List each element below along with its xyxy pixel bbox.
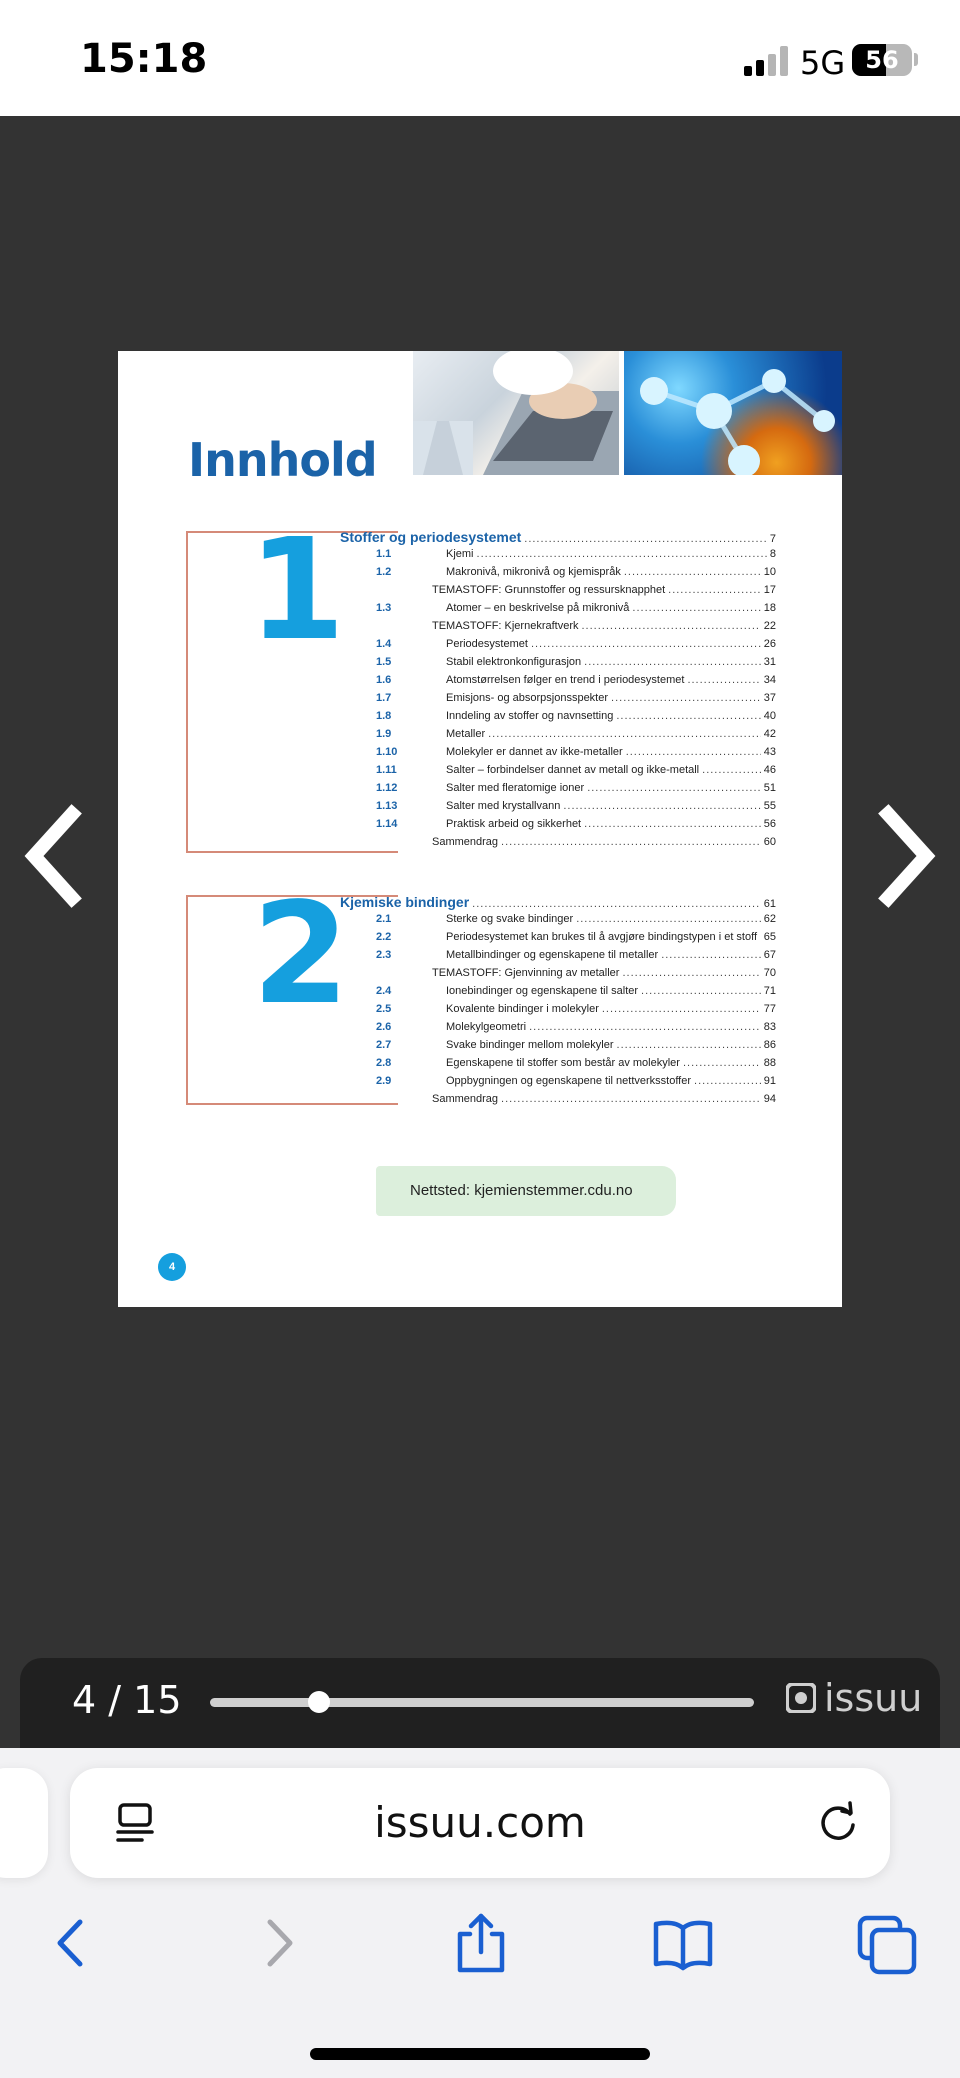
toc-entry-label: Molekyler er dannet av ikke-metaller [446, 746, 623, 758]
toc-chapter-heading[interactable] [340, 529, 776, 547]
toc-entry[interactable] [340, 967, 776, 985]
toc-entry-label: Oppbygningen og egenskapene til nettverksstoffer [446, 1075, 692, 1087]
toc-leader-dots [668, 584, 761, 596]
toc-page-number: 61 [763, 898, 776, 910]
toc-page-number: 43 [763, 746, 776, 758]
toc-entry-number: 1.3 [376, 602, 392, 614]
back-button[interactable] [36, 1908, 106, 1978]
battery-icon [852, 44, 912, 76]
toc-entry[interactable] [340, 1093, 776, 1111]
toc-leader-dots [584, 656, 761, 668]
share-page-button[interactable] [446, 1908, 516, 1978]
toc-leader-dots [616, 710, 760, 722]
toc-entry[interactable] [340, 1039, 776, 1057]
chapter-number: 1 [248, 509, 346, 672]
forward-button[interactable] [244, 1908, 314, 1978]
toc-entry[interactable] [340, 985, 776, 1003]
battery-level: 56 [865, 46, 899, 74]
toc-page-number: 8 [769, 548, 776, 560]
toc-page-number: 40 [763, 710, 776, 722]
toc-leader-dots [582, 620, 761, 632]
toc-leader-dots [472, 898, 761, 910]
toc-entry[interactable] [340, 638, 776, 656]
toc-entry[interactable] [340, 931, 776, 949]
toc-page-number: 18 [763, 602, 776, 614]
toc-chapter-title: Kjemiske bindinger [340, 894, 470, 910]
reload-button[interactable] [810, 1795, 866, 1851]
toc-entry-label: Salter – forbindelser dannet av metall og ikke-metall [446, 764, 700, 776]
toc-page-number: 86 [763, 1039, 776, 1051]
toc-entry-label: TEMASTOFF: Grunnstoffer og ressursknapphet [432, 584, 666, 596]
page-number-badge: 4 [158, 1253, 186, 1281]
toc-entry[interactable] [340, 949, 776, 967]
issuu-icon [786, 1683, 816, 1713]
toc-entry-label: Inndeling av stoffer og navnsetting [446, 710, 614, 722]
toc-page-number: 65 [763, 931, 776, 943]
toc-page-number: 91 [763, 1075, 776, 1087]
previous-page-button[interactable] [20, 796, 90, 916]
toc-page-number: 51 [763, 782, 776, 794]
toc-entry[interactable] [340, 584, 776, 602]
toc-entry[interactable] [340, 710, 776, 728]
toc-entry-label: Salter med krystallvann [446, 800, 561, 812]
toc-entry[interactable] [340, 836, 776, 854]
toc-leader-dots [622, 967, 760, 979]
toc-leader-dots [661, 949, 761, 961]
toc-entry-label: TEMASTOFF: Gjenvinning av metaller [432, 967, 620, 979]
toc-entry-label: Egenskapene til stoffer som består av molekyler [446, 1057, 680, 1069]
toc-leader-dots [587, 782, 761, 794]
toc-entry-label: Metaller [446, 728, 486, 740]
toc-entry[interactable] [340, 548, 776, 566]
toc-leader-dots [501, 1093, 761, 1105]
toc-leader-dots [584, 818, 761, 830]
toc-entry-label: Praktisk arbeid og sikkerhet [446, 818, 582, 830]
toc-page-number: 56 [763, 818, 776, 830]
toc-page-number: 83 [763, 1021, 776, 1033]
toc-entry[interactable] [340, 1003, 776, 1021]
toc-entry[interactable] [340, 566, 776, 584]
toc-entry-label: Periodesystemet [446, 638, 528, 650]
toc-entry-label: Sammendrag [432, 1093, 499, 1105]
issuu-wordmark: issuu [824, 1676, 923, 1720]
bookmarks-icon [648, 1908, 718, 1978]
toc-page-number: 60 [763, 836, 776, 848]
toc-leader-dots [694, 1075, 761, 1087]
toc-page-number: 94 [763, 1093, 776, 1105]
chevron-right-icon [870, 796, 940, 916]
toc-page-number: 42 [763, 728, 776, 740]
toc-entry[interactable] [340, 1057, 776, 1075]
toc-entry-label: Atomstørrelsen følger en trend i periodesystemet [446, 674, 685, 686]
address-bar[interactable] [70, 1768, 890, 1878]
toc-entry[interactable] [340, 913, 776, 931]
toc-leader-dots [611, 692, 761, 704]
toc-entry-number: 1.1 [376, 548, 392, 560]
reader-mode-icon [108, 1795, 164, 1851]
toc-entry-number: 2.6 [376, 1021, 392, 1033]
toc-leader-dots [641, 985, 761, 997]
toc-entry-label: Kjemi [446, 548, 474, 560]
next-page-button[interactable] [870, 796, 940, 916]
bookmarks-button[interactable] [648, 1908, 718, 1978]
toc-entry[interactable] [340, 1021, 776, 1039]
toc-entry-number: 2.2 [376, 931, 392, 943]
toc-page-number: 34 [763, 674, 776, 686]
toc-entry-label: Stabil elektronkonfigurasjon [446, 656, 582, 668]
page-slider-track[interactable] [210, 1698, 754, 1707]
toc-page-number: 55 [763, 800, 776, 812]
toc-entry-number: 1.12 [376, 782, 398, 794]
toc-entry-number: 2.8 [376, 1057, 392, 1069]
toc-page-number: 17 [763, 584, 776, 596]
toc-leader-dots [602, 1003, 761, 1015]
toc-leader-dots [488, 728, 761, 740]
toc-page-number: 31 [763, 656, 776, 668]
toc-page-number: 22 [763, 620, 776, 632]
magazine-page[interactable] [118, 351, 842, 1307]
toc-entry-number: 1.10 [376, 746, 398, 758]
chevron-left-icon [20, 796, 90, 916]
toc-page-number: 70 [763, 967, 776, 979]
home-indicator[interactable] [310, 2048, 650, 2060]
website-note[interactable]: Nettsted: kjemienstemmer.cdu.no [376, 1166, 676, 1216]
back-icon [36, 1908, 106, 1978]
toc-entry-label: Emisjons- og absorpsjonsspekter [446, 692, 609, 704]
toc-entry-number: 2.1 [376, 913, 392, 925]
browser-chrome [0, 1748, 960, 2078]
toc-entry[interactable] [340, 656, 776, 674]
toc-leader-dots [477, 548, 767, 560]
molecule-photo [624, 351, 842, 475]
page-title: Innhold [188, 433, 377, 487]
toc-leader-dots [576, 913, 761, 925]
toc-page-number: 62 [763, 913, 776, 925]
toc-entry-number: 1.8 [376, 710, 392, 722]
toc-page-number: 7 [769, 533, 776, 545]
toc-entry[interactable] [340, 620, 776, 638]
toc-entry-number: 2.3 [376, 949, 392, 961]
toc-page-number: 67 [763, 949, 776, 961]
toc-page-number: 26 [763, 638, 776, 650]
page-slider-thumb[interactable] [308, 1691, 330, 1713]
toc-entry[interactable] [340, 1075, 776, 1093]
toc-entry-label: Ionebindinger og egenskapene til salter [446, 985, 639, 997]
toc-leader-dots [617, 1039, 761, 1051]
chapter-number: 2 [252, 873, 350, 1036]
toc-page-number: 46 [763, 764, 776, 776]
toc-page-number: 37 [763, 692, 776, 704]
toc-entry-number: 1.5 [376, 656, 392, 668]
toc-leader-dots [760, 931, 761, 943]
toc-leader-dots [687, 674, 760, 686]
toc-entry[interactable] [340, 674, 776, 692]
status-time: 15:18 [80, 36, 208, 82]
forward-icon [244, 1908, 314, 1978]
toc-leader-dots [501, 836, 761, 848]
toc-page-number: 88 [763, 1057, 776, 1069]
toc-entry[interactable] [340, 818, 776, 836]
toc-leader-dots [524, 533, 767, 545]
toc-leader-dots [702, 764, 761, 776]
issuu-logo[interactable] [786, 1676, 922, 1720]
toc-page-number: 10 [763, 566, 776, 578]
tabs-icon [852, 1908, 922, 1978]
toc-entry-number: 1.11 [376, 764, 397, 776]
signal-strength-icon [744, 46, 788, 76]
toc-entry-number: 2.4 [376, 985, 392, 997]
toc-leader-dots [632, 602, 760, 614]
reload-icon [810, 1795, 866, 1851]
toc-entry-number: 1.9 [376, 728, 392, 740]
toc-entry-number: 1.14 [376, 818, 398, 830]
toc-entry-label: Sterke og svake bindinger [446, 913, 574, 925]
toc-entry-number: 1.7 [376, 692, 392, 704]
toc-entry-label: Salter med fleratomige ioner [446, 782, 585, 794]
toc-entry-label: Svake bindinger mellom molekyler [446, 1039, 614, 1051]
toc-entry-number: 1.4 [376, 638, 392, 650]
toc-entry-number: 2.9 [376, 1075, 392, 1087]
toc-entry[interactable] [340, 602, 776, 620]
previous-tab-preview[interactable] [0, 1768, 48, 1878]
reader-mode-button[interactable] [108, 1795, 164, 1851]
toc-entry[interactable] [340, 782, 776, 800]
toc-entry-label: Periodesystemet kan brukes til å avgjøre bindingstypen i et stoff [446, 931, 758, 943]
laboratory-laptop-photo [413, 351, 619, 475]
toc-entry-number: 1.13 [376, 800, 398, 812]
toc-entry-label: Molekylgeometri [446, 1021, 527, 1033]
toc-leader-dots [624, 566, 761, 578]
toc-leader-dots [563, 800, 760, 812]
toc-entry-label: Sammendrag [432, 836, 499, 848]
url-text[interactable]: issuu.com [374, 1798, 586, 1847]
toc-entry-number: 2.5 [376, 1003, 392, 1015]
toc-entry[interactable] [340, 728, 776, 746]
toc-entry-label: Metallbindinger og egenskapene til metaller [446, 949, 659, 961]
toc-leader-dots [529, 1021, 761, 1033]
toc-leader-dots [531, 638, 761, 650]
toc-entry[interactable] [340, 764, 776, 782]
toc-page-number: 77 [763, 1003, 776, 1015]
toc-entry[interactable] [340, 746, 776, 764]
tabs-button[interactable] [852, 1908, 922, 1978]
page-counter: 4 / 15 [72, 1678, 182, 1722]
toc-entry[interactable] [340, 692, 776, 710]
document-viewer[interactable] [0, 116, 960, 1748]
toc-entry-label: Kovalente bindinger i molekyler [446, 1003, 599, 1015]
toc-entry-label: Makronivå, mikronivå og kjemispråk [446, 566, 621, 578]
share-icon [446, 1908, 516, 1978]
toc-entry[interactable] [340, 800, 776, 818]
status-bar [0, 0, 960, 116]
network-type: 5G [800, 44, 846, 82]
toc-entry-label: TEMASTOFF: Kjernekraftverk [432, 620, 579, 632]
toc-page-number: 71 [763, 985, 776, 997]
toc-entry-number: 1.6 [376, 674, 392, 686]
toc-chapter-heading[interactable] [340, 894, 776, 912]
toc-chapter-title: Stoffer og periodesystemet [340, 529, 522, 545]
toc-leader-dots [626, 746, 761, 758]
battery-tip [914, 53, 918, 66]
toc-entry-number: 1.2 [376, 566, 392, 578]
toc-leader-dots [683, 1057, 761, 1069]
toc-entry-label: Atomer – en beskrivelse på mikronivå [446, 602, 630, 614]
toc-entry-number: 2.7 [376, 1039, 392, 1051]
